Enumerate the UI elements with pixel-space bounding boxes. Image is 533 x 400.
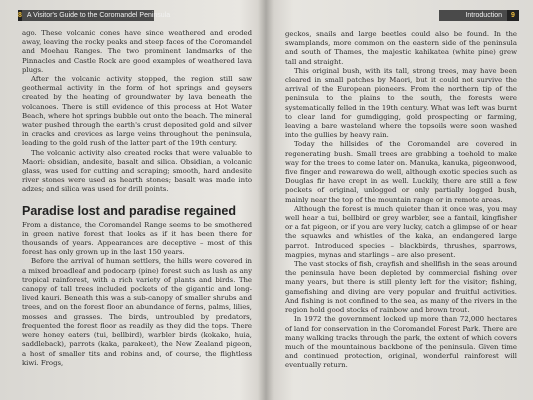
left-paragraph: From a distance, the Coromandel Range seems to be smothered in green native forest that looks as if it has been there for thousands of years. Appearances are deceptive – most of this forest has only grown up in the last 150 years. <box>22 220 252 257</box>
right-paragraph: Today the hillsides of the Coromandel are covered in regenerating bush. Small trees are grabbing a toehold to make way for the trees to come later on. Manuka, kanuka, pigeonwood, five finger and rewarewa do well, although exotic species such as Douglas fir have crept in as well. Luckily, there are still a few pockets of original, unlogged or only partially logged bush, mainly near the top of the mountain range or in remote areas. <box>285 140 517 204</box>
section-heading: Paradise lost and paradise regained <box>22 203 236 218</box>
right-paragraph: In 1972 the government locked up more than 72,000 hectares of land for conservation in the Coromandel Forest Park. There are many walking tracks through the park, the extent of which covers much of the mountainous backbone of the peninsula. Given time and continued protection, original, wonderful rainforest will eventually return. <box>285 315 517 370</box>
right-paragraph: geckos, snails and large beetles could also be found. In the swamplands, more common on the eastern side of the peninsula and south of Thames, the majestic kahikatea (white pine) grew tall and straight. <box>285 30 517 66</box>
right-body-text <box>285 30 517 371</box>
right-page <box>269 0 533 400</box>
left-paragraph: Before the arrival of human settlers, the hills were covered in a mixed broadleaf and podocarp (pine) forest such as lush as any tropical rainforest, with a rich variety of plants and birds. The canopy of tall trees included pockets of the gigantic and long-lived kauri. Beneath this was a sub-canopy of smaller shrubs and trees, and on the forest floor an abundance of ferns, palms, lilies, mosses and grasses. The birds, untroubled by predators, frequented the forest floor as readily as they did the tops. There were honey eaters (tui, bellbird), warbler birds (kokako, huia, saddleback), parrots (kaka, parakeet), the New Zealand pigeon, a host of smaller tits and robins and, of course, the flightless kiwi. Frogs, <box>22 257 252 367</box>
left-paragraph: The volcanic activity also created rocks that were valuable to Maori: obsidian, andesite, basalt and silica. Obsidian, a volcanic glass, was used for cutting and scraping; smooth, hard andesite river stones were used as hearth stones; basalt was made into adzes; and silica was used for drill points. <box>22 148 252 194</box>
right-running-head-title: Introduction <box>465 12 502 19</box>
left-page-number: 8 <box>18 12 22 19</box>
right-paragraph: This original bush, with its tall, strong trees, may have been cleared in small patches by Maori, but it could not survive the arrival of the European pioneers. From the northern tip of the peninsula to the plains to the south, the forests were systematically felled in the 19th century. What was left was burnt to clear land for gumdigging, gold prospecting or farming, leaving a bare wasteland where the topsoils were soon washed into the gullies by heavy rain. <box>285 66 517 140</box>
left-body-text <box>22 29 252 368</box>
left-paragraph: After the volcanic activity stopped, the region still saw geothermal activity in the form of hot springs and geysers created by the heating of groundwater by lava beneath the volcanoes. There is still evidence of this process at Hot Water Beach, where hot springs bubble out onto the beach. The mineral water pushed through the earth's crust deposited gold and silver in cracks and crevices as large veins throughout the peninsula, leading to the gold rush of the latter part of the 19th century. <box>22 75 252 148</box>
right-page-number: 9 <box>507 10 519 21</box>
right-running-head <box>439 10 519 21</box>
right-paragraph: Although the forest is much quieter than it once was, you may well hear a tui, bellbird or grey warbler, see a fantail, kingfisher or a fat pigeon, or if you are very lucky, catch a glimpse of or hear the squawks and whistles of the kaka, an endangered large parrot. Introduced species – blackbirds, thrushes, sparrows, magpies, mynas and starlings – are also present. <box>285 204 517 259</box>
left-page <box>0 0 262 400</box>
left-running-head <box>18 10 171 21</box>
left-running-head-title: A Visitor's Guide to the Coromandel Peninsula <box>26 12 171 19</box>
left-paragraph: ago. These volcanic cones have since weathered and eroded away, leaving the rocky peaks and steep faces of the Coromandel and Moehau Ranges. The two prominent landmarks of the Pinnacles and Castle Rock are good examples of weathered lava plugs. <box>22 29 252 74</box>
right-paragraph: The vast stocks of fish, crayfish and shellfish in the seas around the peninsula have been depleted by commercial fishing over many years, but there is still plenty left for the visitor; fishing, gamefishing and diving are very popular and fruitful activities. And fishing is not confined to the sea, as many of the rivers in the region hold good stocks of rainbow and brown trout. <box>285 260 517 315</box>
